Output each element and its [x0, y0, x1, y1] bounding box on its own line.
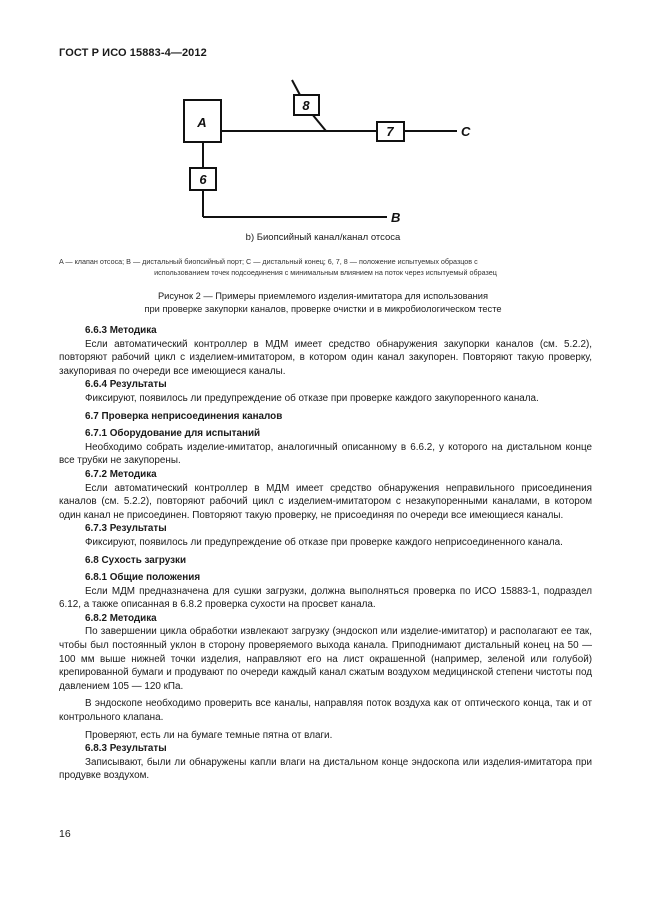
heading-6-7-3: 6.7.3 Результаты [85, 523, 167, 535]
paragraph-6-8-3: Записывают, были ли обнаружены капли влаги на дистальном конце эндоскопа или изделия-имитатора при продувке воздухом. [59, 756, 592, 782]
paragraph-6-8-2-a: По завершении цикла обработки извлекают загрузку (эндоскоп или изделие-имитатор) и располагают ее так, чтобы был постоянный уклон в сторону проверяемого выхода канала. Приподнимают дистальный конец на 50 — 100 мм выше нижней точки изделия, направляют его на лист окрашенной (например, зеленой или голубой) крепированной бумаги и продувают по очереди каждый канал сжатым воздухом медицинской степени чистоты под давлением 105 — 120 кПа. [59, 626, 592, 692]
body-text [59, 324, 592, 783]
heading-6-8-3: 6.8.3 Результаты [85, 743, 167, 755]
label-8: 8 [302, 98, 310, 113]
legend-line-2: использованием точек подсоединения с минимальным влиянием на поток через испытуемый образец [154, 268, 497, 277]
heading-6-7: 6.7 Проверка неприсоединения каналов [85, 410, 283, 422]
figure-caption [0, 290, 646, 315]
channel-diagram [0, 0, 646, 240]
figure-caption-line-1: Рисунок 2 — Примеры приемлемого изделия-имитатора для использования [157, 291, 489, 301]
label-6: 6 [199, 172, 207, 187]
paragraph-6-6-4: Фиксируют, появилось ли предупреждение об отказе при проверке каждого закупоренного канала. [85, 392, 539, 404]
heading-6-7-1: 6.7.1 Оборудование для испытаний [85, 428, 261, 440]
paragraph-6-7-2: Если автоматический контроллер в МДМ имеет средство обнаружения неправильного присоединения каналов (см. 5.2.2), повторяют рабочий цикл с изделием-имитатором с незакупоренными каналами, в котором один канал не присоединен. Повторяют такую проверку, не присоединяя по очереди все имеющиеся каналы. [59, 482, 592, 521]
page-number: 16 [59, 828, 71, 840]
figure-subcaption: b) Биопсийный канал/канал отсоса [245, 232, 401, 243]
heading-6-8: 6.8 Сухость загрузки [85, 554, 187, 566]
legend-line-1: A — клапан отсоса; B — дистальный биопсийный порт; C — дистальный конец; 6, 7, 8 — положение испытуемых образцов с [59, 257, 478, 266]
figure-caption-line-2: при проверке закупорки каналов, проверке очистки и в микробиологическом тесте [144, 303, 502, 314]
label-a: A [197, 115, 207, 130]
heading-6-8-2: 6.8.2 Методика [85, 612, 157, 624]
line-8-up [292, 80, 300, 95]
heading-6-7-2: 6.7.2 Методика [85, 468, 157, 480]
paragraph-6-7-1: Необходимо собрать изделие-имитатор, аналогичный описанному в 6.6.2, у которого на дистальном конце все трубки не закупорены. [59, 441, 592, 467]
heading-6-6-4: 6.6.4 Результаты [85, 379, 167, 391]
heading-6-8-1: 6.8.1 Общие положения [85, 572, 201, 584]
document-header: ГОСТ Р ИСО 15883-4—2012 [59, 47, 207, 59]
paragraph-6-7-3: Фиксируют, появилось ли предупреждение об отказе при проверке каждого неприсоединенного канала. [85, 536, 563, 548]
label-b: B [391, 210, 401, 225]
paragraph-6-8-1: Если МДМ предназначена для сушки загрузки, должна выполняться проверка по ИСО 15883-1, подраздел 6.12, а также описанная в 6.8.2 проверка сухости на просвет канала. [59, 585, 592, 611]
label-7: 7 [386, 124, 394, 139]
paragraph-6-6-3: Если автоматический контроллер в МДМ имеет средство обнаружения закупорки каналов (см. 5.2.2), повторяют рабочий цикл с изделием-имитатором, в котором один канал закупорен. Повторяют такую проверку, закупоривая по очереди все имеющиеся каналы. [59, 338, 592, 377]
heading-6-6-3: 6.6.3 Методика [85, 325, 157, 336]
label-c: C [461, 124, 471, 139]
line-8-down [312, 114, 326, 131]
paragraph-6-8-2-b: В эндоскопе необходимо проверить все каналы, направляя поток воздуха как от оптического конца, так и от контрольного клапана. [59, 698, 592, 724]
paragraph-6-8-2-c: Проверяют, есть ли на бумаге темные пятна от влаги. [85, 729, 333, 741]
figure-legend [59, 256, 592, 278]
